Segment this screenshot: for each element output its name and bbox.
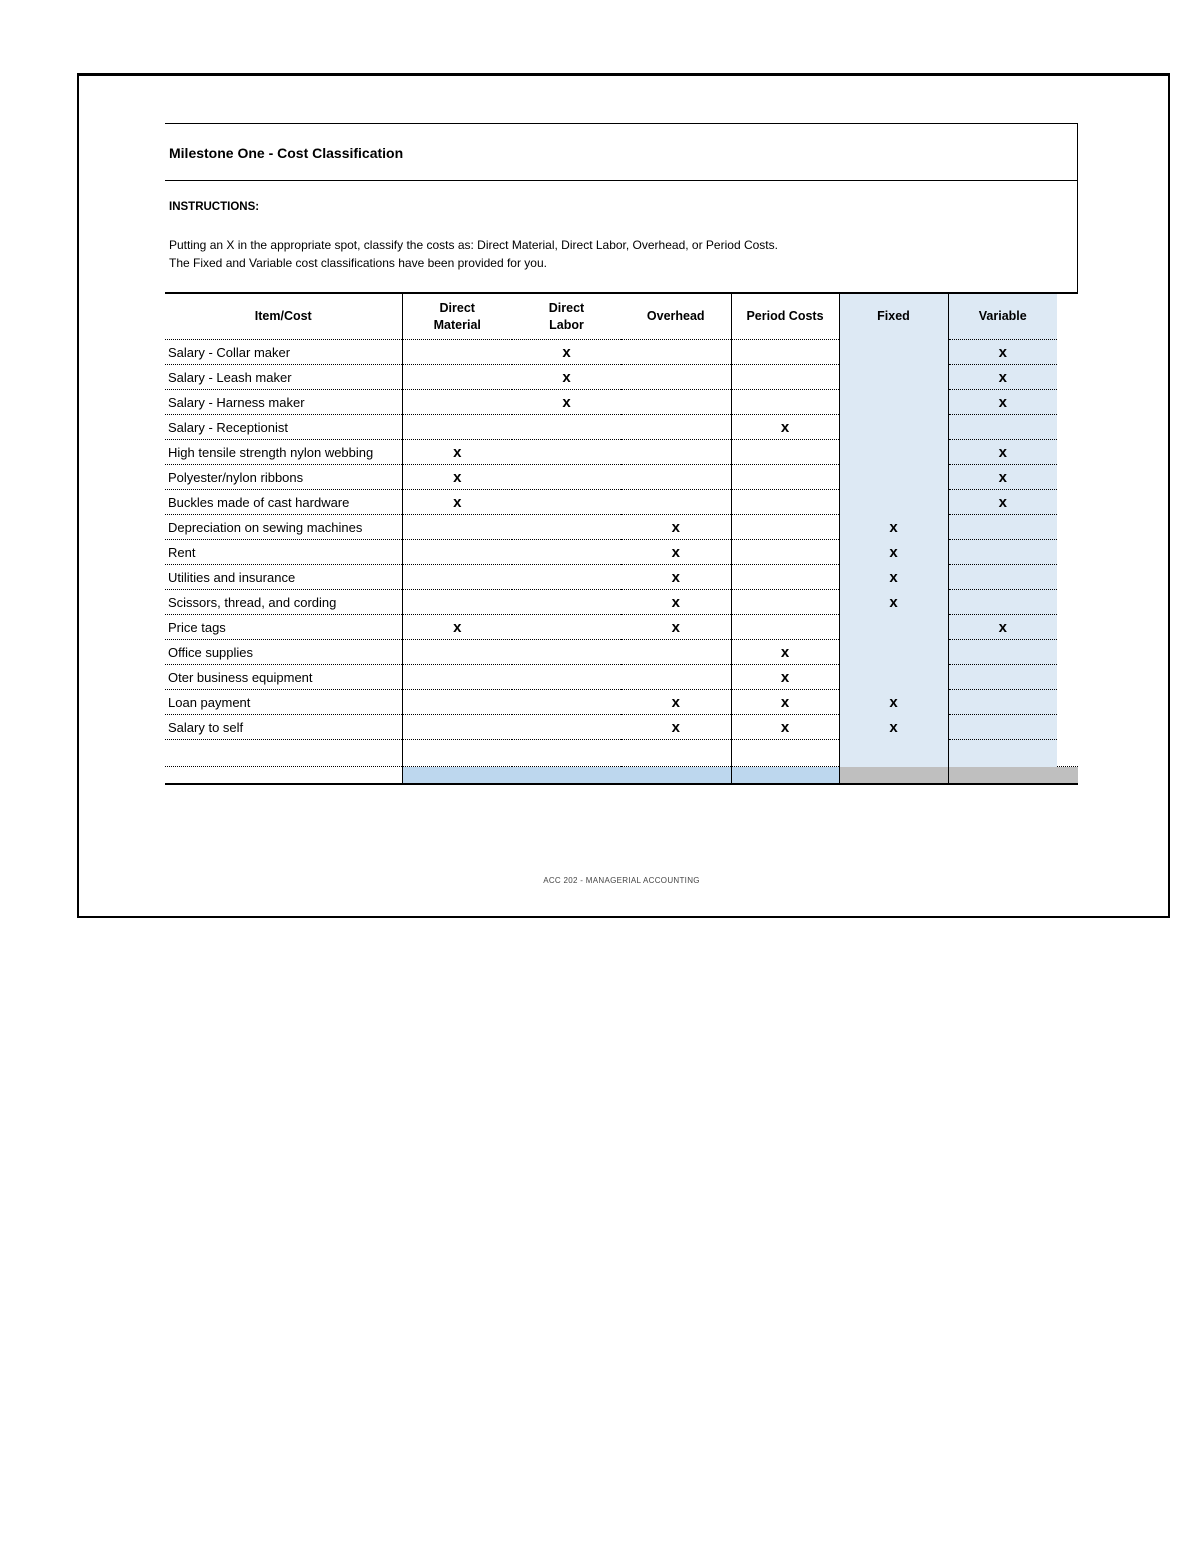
table-row [165, 415, 1078, 440]
cell-variable [948, 540, 1057, 565]
cell-overhead: x [621, 615, 731, 640]
cell-fixed: x [839, 690, 948, 715]
table-row [165, 390, 1078, 415]
cell-overhead: x [621, 690, 731, 715]
cell-item-cost: Buckles made of cast hardware [165, 490, 402, 515]
cell-spacer [1057, 665, 1078, 690]
cell-item-cost: Loan payment [165, 690, 402, 715]
cell-overhead [621, 440, 731, 465]
cell-overhead [621, 465, 731, 490]
cell-variable: x [948, 490, 1057, 515]
cell-direct-labor [512, 590, 621, 615]
cell-period-costs [731, 465, 839, 490]
table-row [165, 615, 1078, 640]
title-box [165, 123, 1078, 181]
cell-period-costs [731, 515, 839, 540]
cell-overhead: x [621, 540, 731, 565]
cell-fixed [839, 665, 948, 690]
cell-item-cost: Salary - Collar maker [165, 340, 402, 365]
cell-overhead: x [621, 565, 731, 590]
cell-spacer [1057, 615, 1078, 640]
blank-cell [512, 740, 621, 767]
cell-item-cost: Oter business equipment [165, 665, 402, 690]
cell-direct-material: x [402, 615, 512, 640]
cell-variable: x [948, 390, 1057, 415]
cell-overhead: x [621, 715, 731, 740]
cell-direct-labor [512, 515, 621, 540]
cell-direct-material [402, 540, 512, 565]
cell-period-costs: x [731, 665, 839, 690]
cell-item-cost: Office supplies [165, 640, 402, 665]
table-row [165, 665, 1078, 690]
cell-variable [948, 415, 1057, 440]
cell-direct-labor [512, 565, 621, 590]
cell-direct-labor: x [512, 340, 621, 365]
cell-spacer [1057, 640, 1078, 665]
cell-direct-labor [512, 490, 621, 515]
total-cell [621, 767, 731, 785]
cell-direct-material [402, 340, 512, 365]
total-cell [165, 767, 402, 785]
cell-overhead [621, 390, 731, 415]
header-direct-labor: Direct Labor [512, 293, 621, 340]
cell-fixed [839, 440, 948, 465]
cell-direct-material [402, 390, 512, 415]
header-period-costs: Period Costs [731, 293, 839, 340]
cell-fixed: x [839, 515, 948, 540]
cell-spacer [1057, 540, 1078, 565]
cell-period-costs [731, 440, 839, 465]
instructions-line-1: Putting an X in the appropriate spot, classify the costs as: Direct Material, Direct Labor, Overhead, or Period Costs. [169, 238, 778, 252]
cell-fixed [839, 365, 948, 390]
table-row [165, 515, 1078, 540]
cell-variable: x [948, 365, 1057, 390]
total-cell [839, 767, 948, 785]
total-cell [512, 767, 621, 785]
cell-fixed: x [839, 590, 948, 615]
cell-item-cost: Polyester/nylon ribbons [165, 465, 402, 490]
cell-direct-labor: x [512, 390, 621, 415]
cell-variable: x [948, 440, 1057, 465]
cell-period-costs: x [731, 715, 839, 740]
cell-variable [948, 715, 1057, 740]
cell-overhead [621, 415, 731, 440]
cell-spacer [1057, 365, 1078, 390]
table-header-row [165, 293, 1078, 340]
cell-spacer [1057, 490, 1078, 515]
cell-fixed: x [839, 565, 948, 590]
blank-row [165, 740, 1078, 767]
cell-item-cost: Depreciation on sewing machines [165, 515, 402, 540]
table-row [165, 465, 1078, 490]
table-row [165, 540, 1078, 565]
cell-direct-material [402, 665, 512, 690]
cell-variable [948, 640, 1057, 665]
header-direct-material: Direct Material [402, 293, 512, 340]
total-cell [948, 767, 1057, 785]
cell-direct-material [402, 565, 512, 590]
blank-cell [1057, 740, 1078, 767]
table-row [165, 640, 1078, 665]
page-footer: ACC 202 - MANAGERIAL ACCOUNTING [543, 876, 700, 885]
cell-fixed [839, 640, 948, 665]
cell-fixed [839, 615, 948, 640]
cell-period-costs [731, 365, 839, 390]
cell-direct-material: x [402, 490, 512, 515]
cell-direct-labor [512, 415, 621, 440]
cell-item-cost: Salary - Receptionist [165, 415, 402, 440]
cell-direct-material [402, 365, 512, 390]
cell-direct-material: x [402, 440, 512, 465]
cell-item-cost: High tensile strength nylon webbing [165, 440, 402, 465]
cell-spacer [1057, 415, 1078, 440]
cost-classification-table [165, 292, 1078, 785]
cell-direct-material [402, 415, 512, 440]
cell-direct-material [402, 715, 512, 740]
cell-overhead [621, 640, 731, 665]
cell-variable [948, 590, 1057, 615]
cell-variable [948, 515, 1057, 540]
cell-period-costs [731, 490, 839, 515]
table-row [165, 690, 1078, 715]
cell-direct-material [402, 590, 512, 615]
cell-overhead [621, 365, 731, 390]
page-title: Milestone One - Cost Classification [169, 145, 404, 161]
cell-variable [948, 565, 1057, 590]
cell-direct-labor [512, 665, 621, 690]
table-row [165, 340, 1078, 365]
cell-direct-labor [512, 715, 621, 740]
cell-variable: x [948, 340, 1057, 365]
cell-fixed: x [839, 540, 948, 565]
cell-overhead [621, 340, 731, 365]
blank-cell [621, 740, 731, 767]
cell-direct-labor [512, 540, 621, 565]
cell-variable: x [948, 465, 1057, 490]
blank-cell [948, 740, 1057, 767]
instructions-line-2: The Fixed and Variable cost classifications have been provided for you. [169, 256, 547, 270]
cell-item-cost: Scissors, thread, and cording [165, 590, 402, 615]
blank-cell [402, 740, 512, 767]
cell-direct-material: x [402, 465, 512, 490]
cell-spacer [1057, 440, 1078, 465]
cell-period-costs [731, 590, 839, 615]
table-row [165, 490, 1078, 515]
cell-item-cost: Salary to self [165, 715, 402, 740]
table-row [165, 440, 1078, 465]
header-spacer [1057, 293, 1078, 340]
cell-fixed: x [839, 715, 948, 740]
cell-direct-material [402, 515, 512, 540]
cell-fixed [839, 490, 948, 515]
cell-fixed [839, 390, 948, 415]
cell-spacer [1057, 715, 1078, 740]
cell-period-costs [731, 390, 839, 415]
cell-item-cost: Utilities and insurance [165, 565, 402, 590]
table-row [165, 565, 1078, 590]
cell-spacer [1057, 465, 1078, 490]
cell-spacer [1057, 590, 1078, 615]
cell-item-cost: Price tags [165, 615, 402, 640]
cell-period-costs [731, 565, 839, 590]
cell-period-costs [731, 340, 839, 365]
cell-spacer [1057, 390, 1078, 415]
blank-cell [165, 740, 402, 767]
cell-spacer [1057, 565, 1078, 590]
cell-direct-labor [512, 440, 621, 465]
cell-overhead: x [621, 515, 731, 540]
cell-fixed [839, 415, 948, 440]
cell-item-cost: Salary - Leash maker [165, 365, 402, 390]
cell-period-costs: x [731, 690, 839, 715]
cell-period-costs: x [731, 415, 839, 440]
header-item-cost: Item/Cost [165, 293, 402, 340]
cell-fixed [839, 465, 948, 490]
blank-cell [731, 740, 839, 767]
table-row [165, 715, 1078, 740]
header-fixed: Fixed [839, 293, 948, 340]
table-row [165, 590, 1078, 615]
table-row [165, 365, 1078, 390]
cell-direct-labor: x [512, 365, 621, 390]
cell-spacer [1057, 515, 1078, 540]
cell-period-costs [731, 615, 839, 640]
cell-direct-material [402, 640, 512, 665]
cell-direct-labor [512, 640, 621, 665]
total-cell [1057, 767, 1078, 785]
cell-direct-labor [512, 615, 621, 640]
cell-direct-labor [512, 690, 621, 715]
cell-item-cost: Rent [165, 540, 402, 565]
spreadsheet [165, 123, 1078, 785]
cell-overhead: x [621, 590, 731, 615]
total-cell [402, 767, 512, 785]
cell-overhead [621, 665, 731, 690]
cell-fixed [839, 340, 948, 365]
cell-variable: x [948, 615, 1057, 640]
cell-spacer [1057, 690, 1078, 715]
cell-period-costs: x [731, 640, 839, 665]
cell-direct-labor [512, 465, 621, 490]
cell-variable [948, 665, 1057, 690]
header-overhead: Overhead [621, 293, 731, 340]
blank-cell [839, 740, 948, 767]
header-variable: Variable [948, 293, 1057, 340]
cell-direct-material [402, 690, 512, 715]
instructions-box [165, 181, 1078, 292]
cell-spacer [1057, 340, 1078, 365]
cell-period-costs [731, 540, 839, 565]
cell-overhead [621, 490, 731, 515]
total-row [165, 767, 1078, 785]
instructions-heading: INSTRUCTIONS: [169, 201, 260, 213]
total-cell [731, 767, 839, 785]
cell-item-cost: Salary - Harness maker [165, 390, 402, 415]
cell-variable [948, 690, 1057, 715]
